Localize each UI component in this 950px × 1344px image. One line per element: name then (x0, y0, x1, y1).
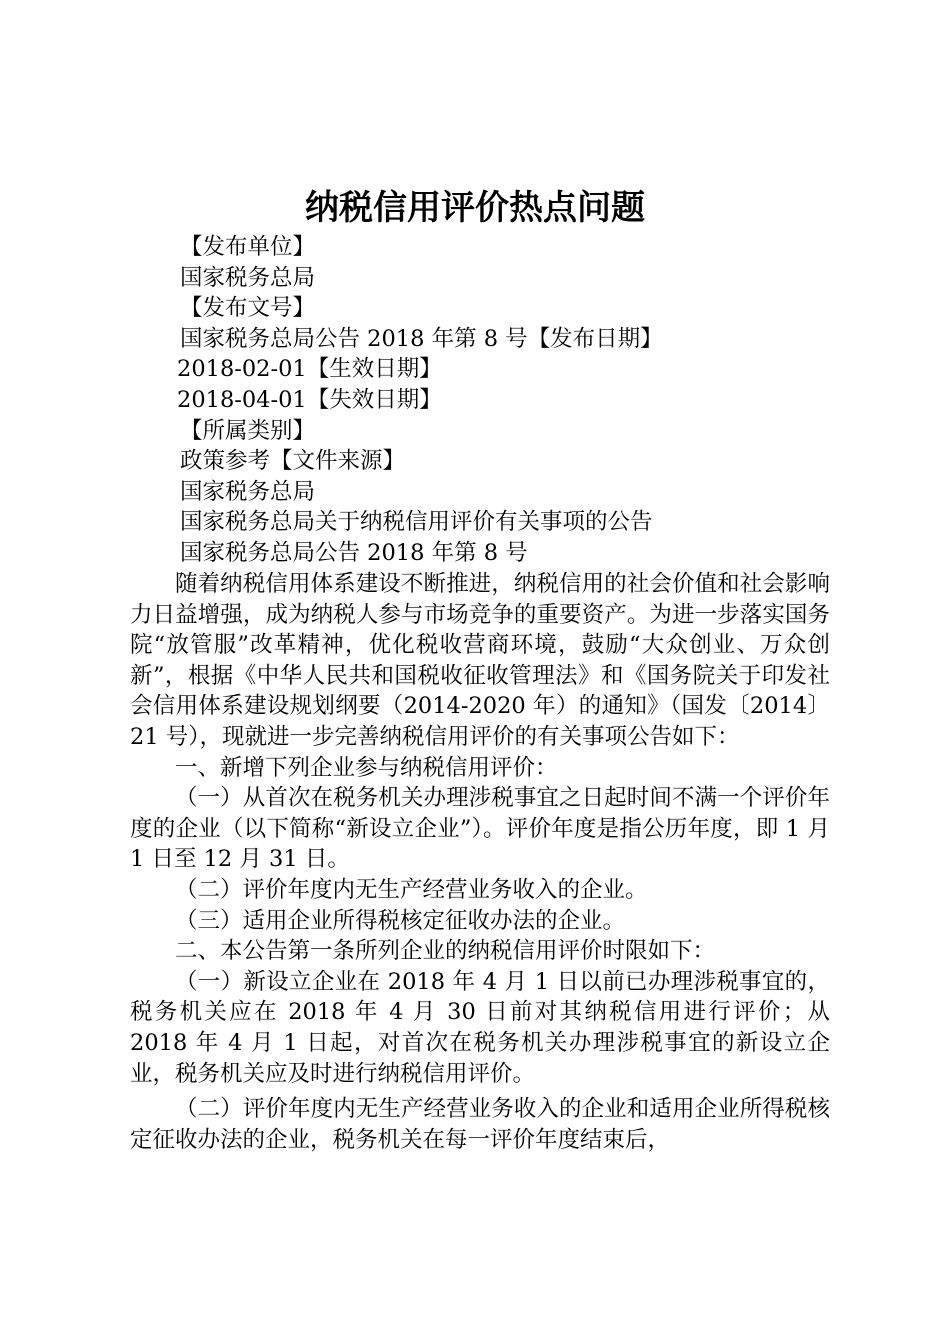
paragraph: 二、本公告第一条所列企业的纳税信用评价时限如下： (175, 938, 716, 965)
document-body (130, 569, 830, 1155)
paragraph: （一）新设立企业在 2018 年 4 月 1 日以前已办理涉税事宜的，税务机关应在 2018 年 4 月 30 日前对其纳税信用进行评价；从 2018 年 4 月 1 日起，对首次在税务机关办理涉税事宜的新设立企业，税务机关应及时进行纳税信用评价。 (130, 968, 830, 1087)
paragraph: （二）评价年度内无生产经营业务收入的企业。 (175, 876, 648, 903)
meta-line: 2018-04-01【失效日期】 (177, 386, 442, 413)
meta-line: 【发布文号】 (180, 295, 316, 322)
meta-line: 国家税务总局公告 2018 年第 8 号 (180, 539, 528, 566)
meta-line: 国家税务总局 (180, 264, 316, 291)
meta-line: 【所属类别】 (180, 417, 316, 444)
paragraph: （三）适用企业所得税核定征收办法的企业。 (175, 907, 626, 934)
paragraph: （一）从首次在税务机关办理涉税事宜之日起时间不满一个评价年度的企业（以下简称“新设立企业”）。评价年度是指公历年度，即 1 月 1 日至 12 月 31 日。 (130, 785, 830, 873)
paragraph: 一、新增下列企业参与纳税信用评价： (175, 754, 558, 781)
meta-line: 2018-02-01【生效日期】 (177, 356, 442, 383)
document-metadata (177, 232, 860, 569)
meta-line: 【发布单位】 (180, 234, 316, 260)
meta-line: 政策参考【文件来源】 (180, 448, 406, 475)
meta-line: 国家税务总局 (180, 478, 316, 505)
meta-line: 国家税务总局公告 2018 年第 8 号【发布日期】 (180, 325, 663, 352)
paragraph: 随着纳税信用体系建设不断推进，纳税信用的社会价值和社会影响力日益增强，成为纳税人参与市场竞争的重要资产。为进一步落实国务院“放管服”改革精神，优化税收营商环境，鼓励“大众创业、万众创新”，根据《中华人民共和国税收征收管理法》和《国务院关于印发社会信用体系建设规划纲要（2014-2020 年）的通知》（国发〔2014〕21 号），现就进一步完善纳税信用评价的有关事项公告如下： (130, 571, 830, 750)
document-title: 纳税信用评价热点问题 (305, 188, 645, 228)
meta-line: 国家税务总局关于纳税信用评价有关事项的公告 (180, 509, 653, 536)
paragraph: （二）评价年度内无生产经营业务收入的企业和适用企业所得税核定征收办法的企业，税务机关在每一评价年度结束后， (130, 1096, 830, 1153)
